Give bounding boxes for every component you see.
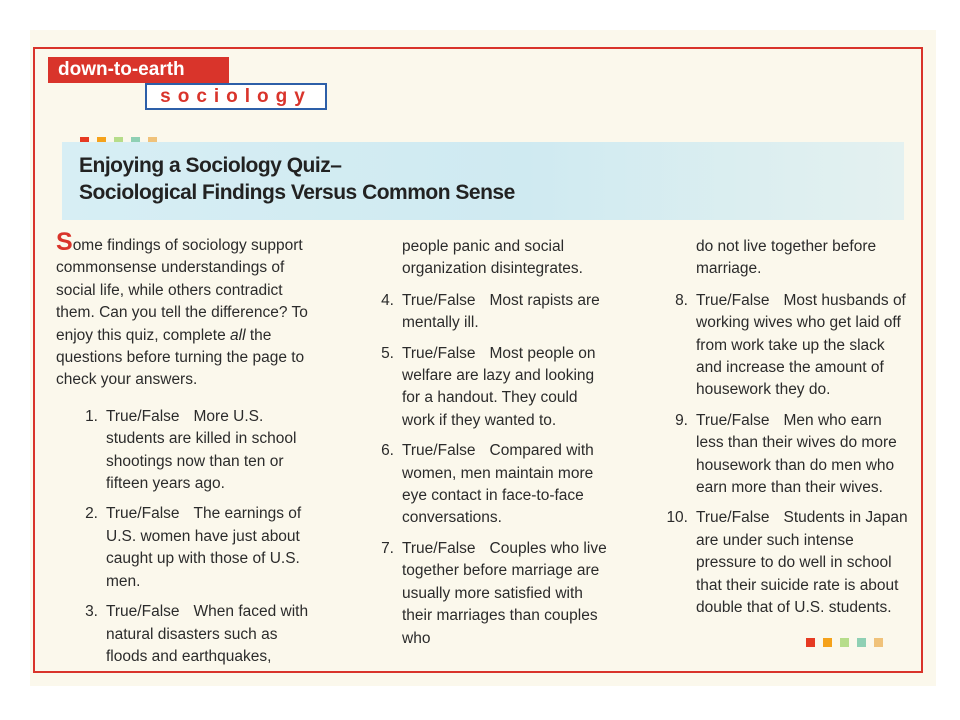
true-false-label: True/False bbox=[106, 603, 180, 621]
question-3-continued: people panic and social organization disintegrates. bbox=[402, 238, 583, 278]
question-text: Men who earn less than their wives do more housework than do men who earn more than their wives. bbox=[696, 411, 897, 497]
question-number: 8. bbox=[675, 291, 688, 309]
true-false-label: True/False bbox=[402, 442, 476, 460]
question-text: Most husbands of working wives who get laid off from work take up the slack and increase the amount of housework they do. bbox=[696, 291, 906, 399]
true-false-label: True/False bbox=[106, 407, 180, 425]
title-line-1: Enjoying a Sociology Quiz– bbox=[79, 154, 342, 177]
question-text: Students in Japan are under such intense pressure to do well in school that their suicide rate is about double that of U.S. students. bbox=[696, 509, 908, 617]
question-number: 9. bbox=[675, 411, 688, 429]
question-number: 5. bbox=[381, 344, 394, 362]
true-false-label: True/False bbox=[696, 411, 770, 429]
logo-sociology: sociology bbox=[145, 83, 327, 110]
question-text: Most rapists are mentally ill. bbox=[402, 291, 600, 332]
question-number: 2. bbox=[85, 505, 98, 523]
question-1 bbox=[78, 406, 318, 496]
square-green bbox=[840, 638, 849, 647]
square-tan bbox=[874, 638, 883, 647]
true-false-label: True/False bbox=[106, 505, 180, 523]
decorative-squares-bottom bbox=[806, 638, 883, 647]
question-text: Couples who live together before marriage are usually more satisfied with their marriages than couples who bbox=[402, 539, 607, 647]
true-false-label: True/False bbox=[696, 291, 770, 309]
question-text: The earnings of U.S. women have just about caught up with those of U.S. men. bbox=[106, 505, 302, 590]
question-text: More U.S. students are killed in school shootings now than ten or fifteen years ago. bbox=[106, 407, 297, 493]
question-10 bbox=[660, 507, 910, 619]
true-false-label: True/False bbox=[402, 344, 476, 362]
question-number: 6. bbox=[381, 442, 394, 460]
intro-paragraph bbox=[56, 228, 318, 392]
question-number: 7. bbox=[381, 539, 394, 557]
question-7 bbox=[374, 538, 614, 650]
question-5 bbox=[374, 343, 614, 433]
square-orange bbox=[823, 638, 832, 647]
question-number: 10. bbox=[666, 509, 688, 527]
drop-cap: S bbox=[56, 228, 73, 256]
question-4 bbox=[374, 290, 614, 335]
question-2 bbox=[78, 503, 318, 593]
question-9 bbox=[660, 410, 910, 500]
intro-text-end: the questions before turning the page to check your answers. bbox=[56, 326, 305, 389]
question-7-continued: do not live together before marriage. bbox=[696, 238, 877, 278]
column-3 bbox=[660, 236, 910, 628]
page-title bbox=[79, 152, 779, 206]
true-false-label: True/False bbox=[696, 509, 770, 527]
logo-down-to-earth: down-to-earth bbox=[48, 57, 229, 83]
question-text: When faced with natural disasters such as floods and earthquakes, bbox=[106, 603, 309, 665]
intro-text: ome findings of sociology support commonsense understandings of social life, while others contradict them. Can you tell the difference? To enjoy this quiz, complete bbox=[56, 237, 308, 344]
question-number: 4. bbox=[381, 291, 394, 309]
question-number: 3. bbox=[85, 603, 98, 621]
question-6 bbox=[374, 440, 614, 530]
question-3 bbox=[78, 601, 318, 668]
question-8 bbox=[660, 290, 910, 402]
true-false-label: True/False bbox=[402, 539, 476, 557]
column-1 bbox=[56, 228, 318, 676]
intro-emphasis: all bbox=[230, 326, 246, 344]
question-number: 1. bbox=[85, 407, 98, 425]
question-text: Most people on welfare are lazy and looking for a handout. They could work if they wanted to. bbox=[402, 344, 596, 429]
column-2 bbox=[374, 236, 614, 658]
true-false-label: True/False bbox=[402, 291, 476, 309]
square-red bbox=[806, 638, 815, 647]
question-text: Compared with women, men maintain more eye contact in face-to-face conversations. bbox=[402, 442, 594, 527]
title-line-2: Sociological Findings Versus Common Sense bbox=[79, 181, 515, 204]
square-teal bbox=[857, 638, 866, 647]
